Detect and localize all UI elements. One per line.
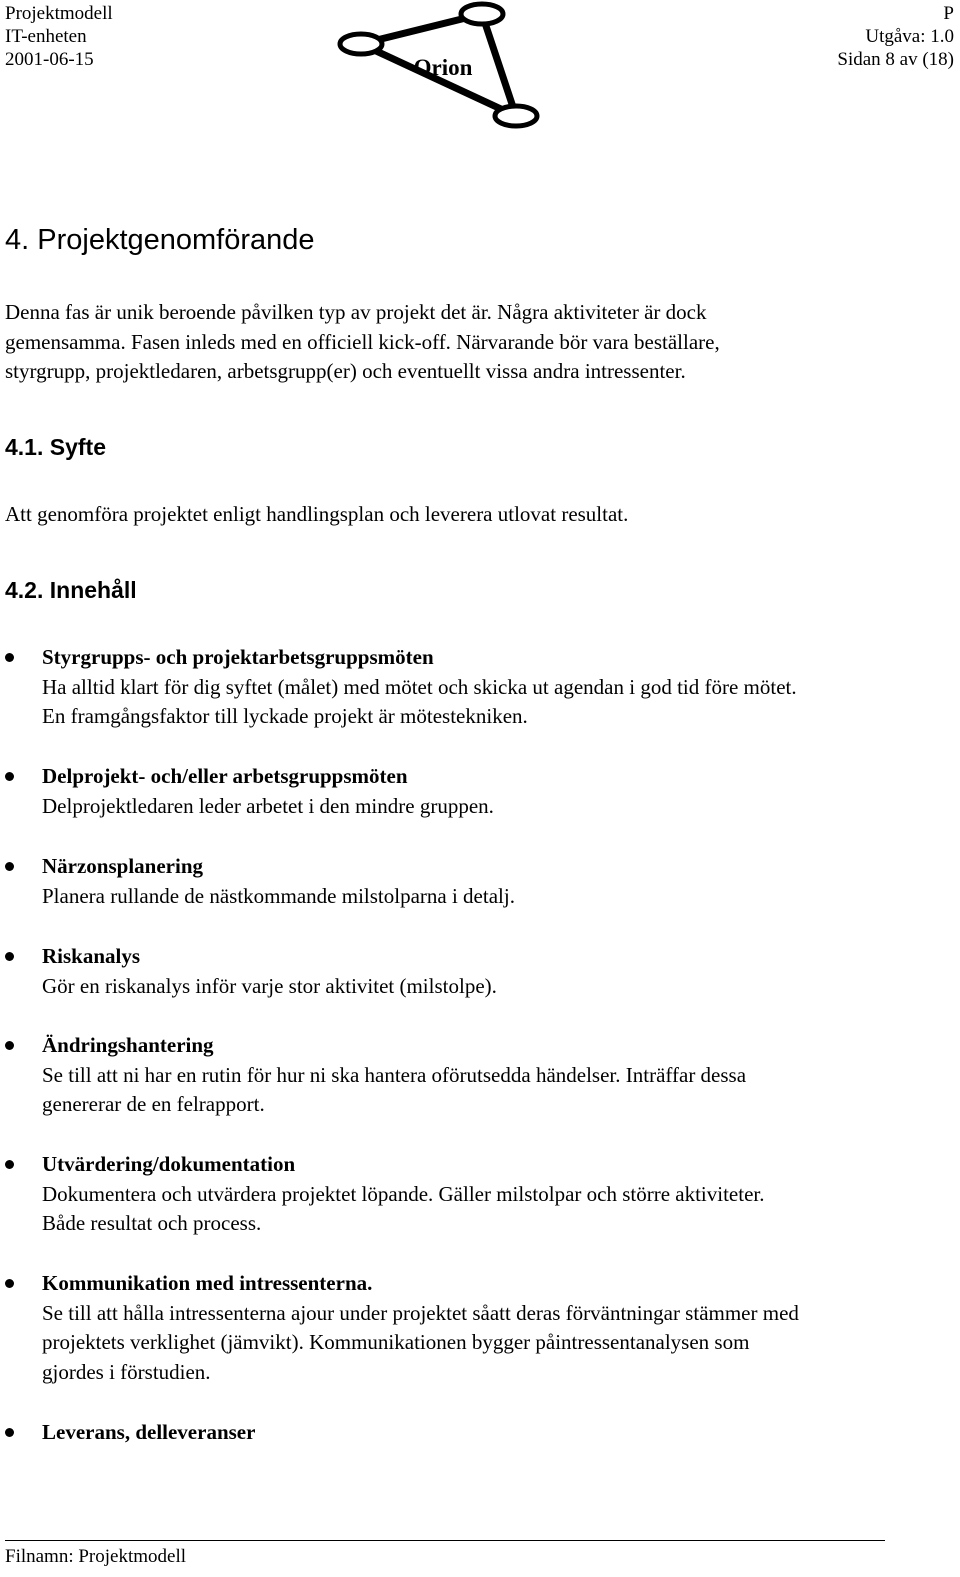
header-left <box>5 2 113 71</box>
intro-paragraph <box>5 298 720 387</box>
bullet-icon <box>5 952 14 961</box>
header-code: P <box>943 3 954 24</box>
header-edition: Utgåva: 1.0 <box>865 26 954 47</box>
footer-divider <box>5 1540 885 1541</box>
bullet-icon <box>5 1041 14 1050</box>
logo-node-bottom <box>495 106 537 126</box>
bullet-text: genererar de en felrapport. <box>42 1092 265 1116</box>
header-page-number: Sidan 8 av (18) <box>837 49 954 70</box>
header-date: 2001-06-15 <box>5 49 94 70</box>
bullet-title: Styrgrupps- och projektarbetsgruppsmöten <box>42 645 434 669</box>
logo-text: Orion <box>413 55 473 80</box>
bullet-icon <box>5 772 14 781</box>
bullet-text: Se till att hålla intressenterna ajour under projektet såatt deras förväntningar stämmer med <box>42 1300 799 1325</box>
bullet-title: Närzonsplanering <box>42 854 204 878</box>
header-department: IT-enheten <box>5 26 87 47</box>
bullet-text: En framgångsfaktor till lyckade projekt är mötestekniken. <box>42 704 528 728</box>
bullet-text: projektets verklighet (jämvikt). Kommunikationen bygger påintressentanalysen som <box>42 1330 750 1354</box>
innehall-heading: 4.2. Innehåll <box>5 577 137 603</box>
bullet-text: Dokumentera och utvärdera projektet löpande. Gäller milstolpar och större aktiviteter. <box>42 1181 765 1206</box>
bullet-text: Både resultat och process. <box>42 1211 262 1235</box>
bullet-icon <box>5 1279 14 1288</box>
bullet-text: Ha alltid klart för dig syftet (målet) med mötet och skicka ut agendan i god tid före mötet. <box>42 674 797 699</box>
syfte-heading: 4.1. Syfte <box>5 434 106 460</box>
bullet-icon <box>5 1428 14 1437</box>
intro-line: styrgrupp, projektledaren, arbetsgrupp(er) och eventuellt vissa andra intressenter. <box>5 359 686 383</box>
bullet-icon <box>5 1160 14 1169</box>
bullet-text: Delprojektledaren leder arbetet i den mindre gruppen. <box>42 793 494 818</box>
logo-node-top <box>461 4 503 24</box>
section-title: 4. Projektgenomförande <box>5 224 315 256</box>
bullet-title: Ändringshantering <box>42 1033 214 1057</box>
footer-filename: Filnamn: Projektmodell <box>5 1546 187 1567</box>
bullet-title: Utvärdering/dokumentation <box>42 1152 296 1176</box>
bullet-title: Leverans, delleveranser <box>42 1420 256 1444</box>
bullet-text: Planera rullande de nästkommande milstolparna i detalj. <box>42 883 515 908</box>
header-right <box>837 2 954 71</box>
bullet-title: Riskanalys <box>42 944 141 968</box>
bullet-icon <box>5 653 14 662</box>
bullet-text: Se till att ni har en rutin för hur ni ska hantera oförutsedda händelser. Inträffar dessa <box>42 1062 747 1087</box>
bullet-title: Kommunikation med intressenterna. <box>42 1271 373 1295</box>
logo-node-left <box>340 34 382 54</box>
intro-line: gemensamma. Fasen inleds med en officiell kick-off. Närvarande bör vara beställare, <box>5 329 720 354</box>
bullet-title: Delprojekt- och/eller arbetsgruppsmöten <box>42 764 408 788</box>
bullet-text: gjordes i förstudien. <box>42 1359 211 1384</box>
bullet-icon <box>5 862 14 871</box>
bullet-text: Gör en riskanalys inför varje stor aktivitet (milstolpe). <box>42 973 497 998</box>
syfte-paragraph <box>5 500 628 530</box>
orion-logo <box>320 0 555 135</box>
header-doc-title: Projektmodell <box>5 3 113 24</box>
intro-line: Denna fas är unik beroende påvilken typ av projekt det är. Några aktiviteter är dock <box>5 300 707 324</box>
syfte-line: Att genomföra projektet enligt handlingsplan och leverera utlovat resultat. <box>5 502 629 526</box>
